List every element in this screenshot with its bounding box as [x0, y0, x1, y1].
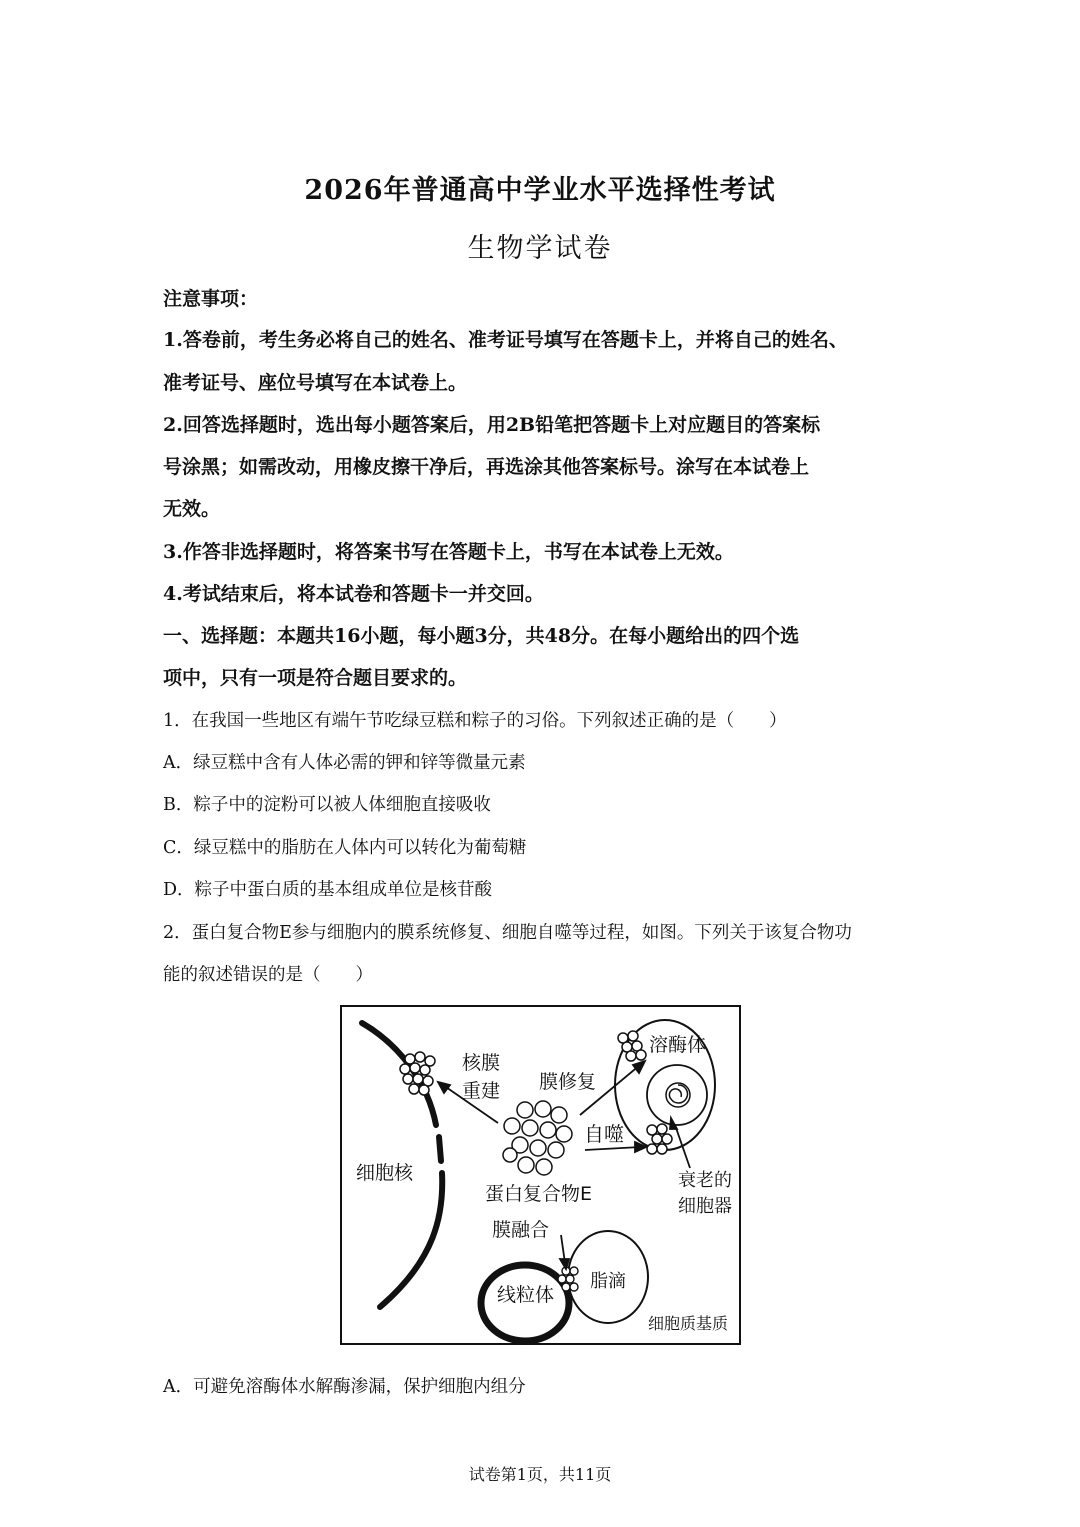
protein-complex-e — [503, 1101, 572, 1175]
label-mitochondrion: 线粒体 — [497, 1284, 555, 1306]
note-item-1-line-2: 准考证号、座位号填写在本试卷上。 — [163, 372, 468, 394]
note-item-2-line-3: 无效。 — [163, 498, 221, 520]
question-1-option-c: C．绿豆糕中的脂肪在人体内可以转化为葡萄糖 — [163, 838, 527, 858]
label-aged-organelle-2: 细胞器 — [678, 1196, 732, 1217]
question-1-option-b: B．粽子中的淀粉可以被人体细胞直接吸收 — [163, 795, 491, 815]
page-footer: 试卷第1页，共11页 — [468, 1465, 612, 1484]
label-complex-e: 蛋白复合物E — [485, 1183, 593, 1205]
label-lipid-droplet: 脂滴 — [590, 1271, 626, 1292]
nuclear-envelope-lower — [380, 1173, 442, 1307]
question-2-stem-line-2: 能的叙述错误的是（ ） — [163, 965, 373, 985]
exam-title: 2026年普通高中学业水平选择性考试 — [304, 175, 776, 206]
notes-heading: 注意事项： — [163, 288, 259, 310]
question-1-option-d: D．粽子中蛋白质的基本组成单位是核苷酸 — [163, 880, 493, 900]
question-2-stem-line-1: 2．蛋白复合物E参与细胞内的膜系统修复、细胞自噬等过程，如图。下列关于该复合物功 — [163, 923, 852, 943]
autophagosome — [647, 1065, 707, 1125]
label-membrane-repair: 膜修复 — [539, 1071, 597, 1093]
label-lysosome: 溶酶体 — [649, 1034, 707, 1056]
question-2-option-a: A．可避免溶酶体水解酶渗漏，保护细胞内组分 — [163, 1377, 526, 1397]
nuclear-envelope-segment — [439, 1137, 441, 1161]
section-1-heading-line-2: 项中，只有一项是符合题目要求的。 — [163, 667, 468, 689]
complex-cluster-nucleus — [400, 1052, 435, 1095]
aged-organelle — [666, 1083, 690, 1107]
section-1-heading-line-1: 一、选择题：本题共16小题，每小题3分，共48分。在每小题给出的四个选 — [163, 625, 800, 647]
note-item-3: 3.作答非选择题时，将答案书写在答题卡上，书写在本试卷上无效。 — [163, 541, 734, 563]
note-item-4: 4.考试结束后，将本试卷和答题卡一并交回。 — [163, 583, 544, 605]
label-membrane-fusion: 膜融合 — [492, 1219, 550, 1241]
label-nucleus: 细胞核 — [356, 1162, 414, 1184]
question-1-option-a: A．绿豆糕中含有人体必需的钾和锌等微量元素 — [163, 753, 526, 773]
question-1-stem: 1．在我国一些地区有端午节吃绿豆糕和粽子的习俗。下列叙述正确的是（ ） — [163, 711, 787, 731]
label-nuclear-rebuild-1: 核膜 — [462, 1052, 501, 1074]
label-cytoplasm-matrix: 细胞质基质 — [648, 1314, 729, 1333]
complex-cluster-lysosome — [618, 1031, 646, 1061]
note-item-2-line-1: 2.回答选择题时，选出每小题答案后，用2B铅笔把答题卡上对应题目的答案标 — [163, 414, 821, 436]
note-item-1-line-1: 1.答卷前，考生务必将自己的姓名、准考证号填写在答题卡上，并将自己的姓名、 — [163, 329, 848, 351]
label-nuclear-rebuild-2: 重建 — [462, 1080, 501, 1102]
note-item-2-line-2: 号涂黑；如需改动，用橡皮擦干净后，再选涂其他答案标号。涂写在本试卷上 — [163, 456, 810, 478]
exam-subject: 生物学试卷 — [467, 233, 613, 264]
complex-cluster-fusion — [558, 1267, 578, 1291]
protein-complex-diagram — [340, 1005, 741, 1345]
label-aged-organelle-1: 衰老的 — [678, 1170, 732, 1191]
label-autophagy: 自噬 — [584, 1122, 624, 1146]
